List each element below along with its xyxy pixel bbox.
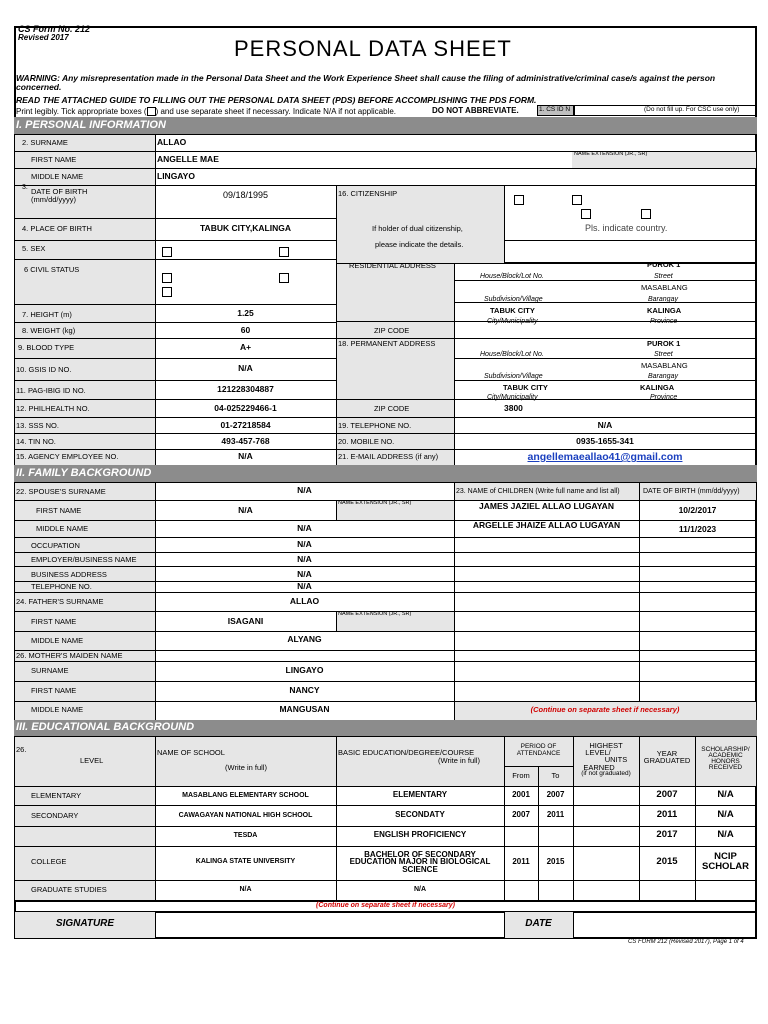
father-first-label: FIRST NAME: [31, 617, 77, 626]
grid: [15, 805, 756, 806]
edu-to-header: To: [551, 771, 560, 780]
country-select[interactable]: [504, 240, 756, 263]
child-name-field[interactable]: ARGELLE JHAIZE ALLAO LUGAYAN: [472, 520, 621, 530]
name-ext-label: NAME EXTENSION (JR., SR): [574, 151, 648, 157]
edu-school-cell[interactable]: N/A: [239, 886, 252, 893]
mobile-field[interactable]: 0935-1655-341: [576, 436, 634, 446]
edu-period-2: ATTENDANCE: [516, 750, 561, 757]
edu-level-cell: ELEMENTARY: [31, 791, 82, 800]
philhealth-field[interactable]: 04-025229466-1: [214, 403, 277, 413]
subdivision-label: Subdivision/Village: [484, 373, 543, 380]
edu-course-cell[interactable]: EDUCATION MAJOR IN BIOLOGICAL: [349, 857, 491, 866]
page-title: PERSONAL DATA SHEET: [234, 36, 512, 61]
edu-to-cell[interactable]: 2015: [546, 857, 565, 866]
csc-use-note: (Do not fill up. For CSC use only): [644, 106, 740, 113]
spouse-middle-field[interactable]: N/A: [297, 523, 312, 533]
edu-course-cell[interactable]: SCIENCE: [402, 865, 438, 874]
edu-scholar-1: SCHOLARSHIP/: [701, 746, 750, 753]
business-label: BUSINESS ADDRESS: [31, 570, 107, 579]
spouse-first-field[interactable]: N/A: [238, 505, 253, 515]
edu-continue-note: (Continue on separate sheet if necessary): [316, 902, 455, 909]
edu-from-cell[interactable]: 2007: [512, 810, 530, 819]
edu-from-header: From: [512, 771, 530, 780]
single-checkbox[interactable]: [162, 273, 172, 283]
email-label: 21. E-MAIL ADDRESS (if any): [338, 452, 439, 461]
grid: [15, 358, 336, 359]
grid: [15, 304, 336, 305]
mother-surname-label: SURNAME: [31, 666, 69, 675]
height-field[interactable]: 1.25: [237, 308, 254, 318]
sss-field[interactable]: 01-27218584: [220, 420, 271, 430]
grid: [15, 433, 756, 434]
middle-name-label: MIDDLE NAME: [31, 172, 84, 181]
province-label: Province: [650, 318, 678, 325]
warning-text: WARNING: Any misrepresentation made in the Personal Data Sheet and the Work Experience Sheet shall cause the filing of administrative/criminal case/s against the person concerned.: [16, 73, 716, 92]
edu-from-cell[interactable]: 2011: [512, 857, 530, 866]
spouse-surname-field[interactable]: N/A: [297, 485, 312, 495]
signature-label: SIGNATURE: [55, 918, 115, 929]
philhealth-label: 12. PHILHEALTH NO.: [16, 404, 90, 413]
house-label: House/Block/Lot No.: [480, 351, 544, 358]
spouse-middle-label: MIDDLE NAME: [36, 524, 89, 533]
grid: [15, 520, 756, 521]
edu-honors-cell[interactable]: SCHOLAR: [702, 861, 749, 872]
barangay-label: Barangay: [648, 373, 678, 380]
grid: [15, 322, 336, 323]
father-ext-label: NAME EXTENSION (JR., SR): [338, 611, 412, 617]
father-surname-label: 24. FATHER'S SURNAME: [16, 597, 104, 606]
edu-school-cell[interactable]: CAWAGAYAN NATIONAL HIGH SCHOOL: [178, 812, 313, 819]
agency-field[interactable]: N/A: [238, 451, 253, 461]
grid: [15, 736, 756, 737]
grid: [454, 482, 455, 720]
grid: [15, 631, 756, 632]
grid: [15, 417, 756, 418]
house-label: House/Block/Lot No.: [480, 273, 544, 280]
pob-field[interactable]: TABUK CITY,KALINGA: [200, 223, 291, 233]
tel-label: TELEPHONE NO.: [31, 582, 92, 591]
mother-middle-label: MIDDLE NAME: [31, 705, 84, 714]
grid: [454, 280, 756, 281]
grid: [15, 185, 756, 186]
business-field[interactable]: N/A: [297, 569, 312, 579]
dob-format: (mm/dd/yyyy): [31, 195, 76, 204]
dob-field[interactable]: 09/18/1995: [222, 190, 269, 200]
edu-course-cell[interactable]: SECONDATY: [395, 810, 445, 819]
edu-period-1: PERIOD OF: [520, 743, 557, 750]
father-first-field[interactable]: ISAGANI: [227, 616, 264, 626]
mother-first-label: FIRST NAME: [31, 686, 77, 695]
grid: [15, 846, 756, 847]
grid: [15, 134, 756, 135]
dob-num: 3.: [22, 184, 28, 191]
date-field[interactable]: [574, 913, 756, 937]
city-label: City/Municipality: [487, 318, 538, 325]
grid: [639, 482, 640, 701]
sex-label: 5. SEX: [22, 244, 46, 253]
edu-to-cell[interactable]: 2007: [546, 790, 565, 799]
grid: [15, 449, 756, 450]
family-continue-note: (Continue on separate sheet if necessary): [530, 705, 680, 714]
grid: [15, 552, 756, 553]
edu-highest-4: EARNED: [583, 763, 615, 772]
grid: [538, 766, 539, 900]
spouse-ext-label: NAME EXTENSION (JR., SR): [338, 500, 412, 506]
citizenship-label: 16. CITIZENSHIP: [338, 189, 398, 198]
grid: [336, 321, 756, 322]
personal-label-column: [15, 134, 155, 465]
subdivision-label: Subdivision/Village: [484, 296, 543, 303]
page-footer: CS FORM 212 (Revised 2017), Page 1 of 4: [628, 939, 744, 945]
widowed-checkbox[interactable]: [162, 287, 172, 297]
grid: [15, 701, 756, 702]
child-name-field[interactable]: JAMES JAZIEL ALLAO LUGAYAN: [479, 501, 614, 511]
form-number: CS Form No. 212: [18, 24, 91, 34]
grid: [15, 168, 756, 169]
telephone-field[interactable]: N/A: [597, 420, 613, 430]
edu-year-grad-2: GRADUATED: [643, 756, 691, 765]
dual-citizenship-checkbox[interactable]: [572, 195, 582, 205]
agency-label: 15. AGENCY EMPLOYEE NO.: [16, 452, 119, 461]
father-middle-field[interactable]: ALYANG: [287, 634, 322, 644]
res-barangay-field[interactable]: MASABLANG: [641, 283, 688, 292]
edu-scholar-4: RECEIVED: [708, 764, 743, 771]
dual-note-1: If holder of dual citizenship,: [372, 224, 463, 233]
mother-first-field[interactable]: NANCY: [289, 685, 320, 695]
employer-field[interactable]: N/A: [297, 554, 312, 564]
edu-highest-1: HIGHEST: [589, 741, 623, 750]
edu-honors-cell[interactable]: N/A: [717, 809, 734, 820]
dual-note-2: please indicate the details.: [375, 240, 464, 249]
cs-id-label: 1. CS ID N: [539, 106, 571, 113]
child-dob-label: DATE OF BIRTH (mm/dd/yyyy): [643, 488, 740, 495]
print-legibly-a: Print legibly. Tick appropriate boxes (: [16, 107, 147, 116]
perm-zip-field[interactable]: 3800: [504, 403, 523, 413]
grid: [336, 500, 337, 520]
grid: [15, 661, 756, 662]
form-revised: Revised 2017: [18, 33, 69, 42]
grid: [15, 537, 756, 538]
grid: [454, 358, 756, 359]
pagibig-field[interactable]: 121228304887: [217, 384, 274, 394]
perm-province-field[interactable]: KALINGA: [640, 383, 675, 392]
weight-field[interactable]: 60: [240, 325, 251, 335]
father-surname-field[interactable]: ALLAO: [289, 596, 320, 606]
perm-city-field[interactable]: TABUK CITY: [503, 383, 548, 392]
edu-school-cell[interactable]: KALINGA STATE UNIVERSITY: [195, 858, 296, 865]
edu-course-cell[interactable]: ELEMENTARY: [392, 790, 448, 799]
grid: [15, 592, 756, 593]
grid: [15, 240, 336, 241]
edu-course-cell[interactable]: N/A: [413, 886, 427, 893]
edu-level-cell: SECONDARY: [31, 811, 79, 820]
employer-label: EMPLOYER/BUSINESS NAME: [31, 555, 137, 564]
pob-label: 4. PLACE OF BIRTH: [22, 224, 92, 233]
mother-label: 26. MOTHER'S MAIDEN NAME: [16, 651, 123, 660]
res-address-label: RESIDENTIAL ADDRESS: [349, 261, 436, 270]
edu-course-sub: (Write in full): [438, 756, 480, 765]
child-dob-field[interactable]: 10/2/2017: [678, 505, 717, 515]
grid: [15, 566, 756, 567]
tin-field[interactable]: 493-457-768: [221, 436, 270, 446]
surname-field[interactable]: ALLAO: [157, 137, 187, 147]
married-checkbox[interactable]: [279, 273, 289, 283]
blood-label: 9. BLOOD TYPE: [18, 343, 75, 352]
barangay-label: Barangay: [648, 296, 678, 303]
edu-highest-3: UNITS: [604, 755, 628, 764]
tin-label: 14. TIN NO.: [16, 437, 56, 446]
grid: [15, 880, 756, 881]
middle-name-field[interactable]: LINGAYO: [157, 171, 195, 181]
edu-scholar-3: HONORS: [711, 758, 740, 765]
grid: [15, 826, 756, 827]
country-hint: Pls. indicate country.: [585, 223, 668, 233]
edu-highest-5: (if not graduated): [581, 770, 631, 777]
edu-honors-cell[interactable]: NCIP: [714, 851, 737, 862]
sex-male-checkbox[interactable]: [162, 247, 172, 257]
by-birth-checkbox[interactable]: [581, 209, 591, 219]
blood-field[interactable]: A+: [239, 342, 252, 352]
telephone-label: 19. TELEPHONE NO.: [338, 421, 412, 430]
edu-course-header: BASIC EDUCATION/DEGREE/COURSE: [338, 748, 475, 757]
grid: [15, 650, 756, 651]
perm-street-field[interactable]: PUROK 1: [647, 339, 681, 348]
grid: [155, 134, 156, 465]
grid: [336, 611, 337, 631]
edu-course-cell[interactable]: BACHELOR OF SECONDARY: [364, 850, 476, 859]
pagibig-label: 11. PAG-IBIG ID NO.: [16, 386, 86, 395]
res-city-field[interactable]: TABUK CITY: [490, 306, 535, 315]
grid: [336, 185, 337, 465]
grid: [15, 786, 756, 787]
edu-level-cell: GRADUATE STUDIES: [31, 885, 107, 894]
grid: [573, 736, 574, 900]
street-label: Street: [654, 273, 673, 280]
gsis-field[interactable]: N/A: [238, 363, 253, 373]
zip-label: ZIP CODE: [374, 326, 410, 335]
res-street-field[interactable]: PUROK 1: [647, 260, 681, 269]
edu-year-cell[interactable]: 2015: [656, 856, 678, 867]
edu-honors-cell[interactable]: N/A: [717, 829, 734, 840]
spouse-first-label: FIRST NAME: [36, 506, 82, 515]
gsis-label: 10. GSIS ID NO.: [16, 365, 72, 374]
city-label: City/Municipality: [487, 394, 538, 401]
edu-year-cell[interactable]: 2007: [656, 789, 678, 800]
edu-level-cell: COLLEGE: [31, 857, 67, 866]
mother-middle-field[interactable]: MANGUSAN: [279, 704, 330, 714]
edu-school-cell[interactable]: MASABLANG ELEMENTARY SCHOOL: [182, 792, 309, 799]
edu-school-header: NAME OF SCHOOL: [157, 748, 225, 757]
grid: [239, 259, 279, 260]
weight-label: 8. WEIGHT (kg): [22, 326, 76, 335]
grid: [15, 380, 336, 381]
signature-field[interactable]: [156, 913, 503, 937]
street-label: Street: [654, 351, 673, 358]
father-middle-label: MIDDLE NAME: [31, 636, 84, 645]
occupation-label: OCCUPATION: [31, 541, 80, 550]
tick-box-sample: [147, 107, 156, 116]
section-personal-title: I. PERSONAL INFORMATION: [16, 119, 166, 131]
sex-female-checkbox[interactable]: [279, 247, 289, 257]
grid: [15, 681, 756, 682]
spouse-surname-label: 22. SPOUSE'S SURNAME: [16, 487, 106, 496]
edu-year-cell[interactable]: 2017: [656, 829, 678, 840]
civil-status-label: 6 CIVIL STATUS: [24, 265, 80, 274]
mother-surname-field[interactable]: LINGAYO: [285, 665, 324, 675]
edu-level-header: LEVEL: [80, 756, 104, 765]
do-not-abbreviate: DO NOT ABBREVIATE.: [432, 106, 519, 115]
section-education-title: III. EDUCATIONAL BACKGROUND: [16, 721, 195, 733]
res-province-field[interactable]: KALINGA: [647, 306, 682, 315]
edu-school-cell[interactable]: TESDA: [233, 832, 258, 839]
first-name-field[interactable]: ANGELLE MAE: [157, 154, 219, 164]
by-naturalization-checkbox[interactable]: [641, 209, 651, 219]
dob-label: DATE OF BIRTH: [31, 187, 88, 196]
read-guide-text: READ THE ATTACHED GUIDE TO FILLING OUT THE PERSONAL DATA SHEET (PDS) BEFORE ACCOMPLISHING THE PDS FORM.: [16, 95, 537, 105]
first-name-label: FIRST NAME: [31, 155, 77, 164]
perm-address-label: 18. PERMANENT ADDRESS: [338, 339, 436, 348]
edu-honors-cell[interactable]: N/A: [717, 789, 734, 800]
edu-course-cell[interactable]: ENGLISH PROFICIENCY: [373, 830, 467, 839]
grid: [15, 399, 756, 400]
sss-label: 13. SSS NO.: [16, 421, 59, 430]
surname-label: 2. SURNAME: [22, 138, 68, 147]
grid: [15, 259, 336, 260]
grid: [15, 482, 756, 483]
province-label: Province: [650, 394, 678, 401]
zip-label: ZIP CODE: [374, 404, 410, 413]
edu-year-grad-1: YEAR: [656, 749, 678, 758]
section-family-title: II. FAMILY BACKGROUND: [16, 467, 152, 479]
mobile-label: 20. MOBILE NO.: [338, 437, 395, 446]
date-label: DATE: [525, 918, 552, 929]
grid: [454, 263, 455, 465]
edu-num: 26.: [16, 745, 27, 754]
edu-highest-2: LEVEL/: [585, 748, 611, 757]
edu-year-cell[interactable]: 2011: [656, 809, 678, 820]
filipino-checkbox[interactable]: [514, 195, 524, 205]
child-dob-field[interactable]: 11/1/2023: [678, 524, 717, 534]
edu-from-cell[interactable]: 2001: [512, 790, 530, 799]
perm-barangay-field[interactable]: MASABLANG: [641, 361, 688, 370]
print-legibly-text: [16, 107, 396, 116]
print-legibly-b: ) and use separate sheet if necessary. Indicate N/A if not applicable.: [155, 107, 397, 116]
children-label: 23. NAME of CHILDREN (Write full name and list all): [456, 488, 620, 495]
occupation-field[interactable]: N/A: [297, 539, 312, 549]
edu-to-cell[interactable]: 2011: [546, 810, 565, 819]
edu-scholar-2: ACADEMIC: [708, 752, 743, 759]
tel-field[interactable]: N/A: [297, 581, 312, 591]
grid: [15, 218, 336, 219]
height-label: 7. HEIGHT (m): [22, 310, 72, 319]
email-field[interactable]: angellemaeallao41@gmail.com: [527, 451, 683, 463]
edu-school-sub: (Write in full): [225, 763, 267, 772]
grid: [454, 380, 756, 381]
